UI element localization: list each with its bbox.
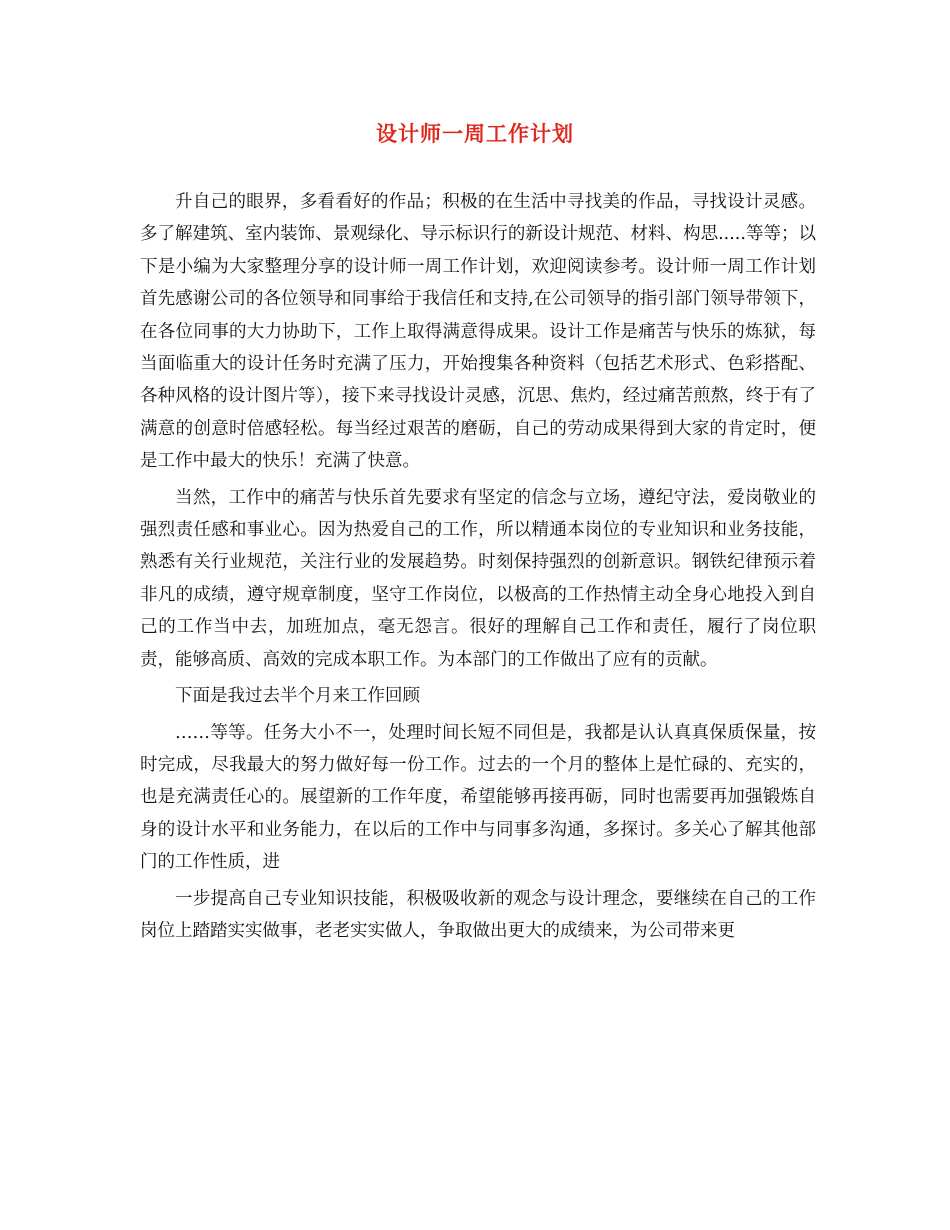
paragraph-outlook: 一步提高自己专业知识技能，积极吸收新的观念与设计理念，要继续在自己的工作岗位上踏踏实实做事，老老实实做人，争取做出更大的成绩来，为公司带来更 bbox=[140, 888, 816, 941]
document-title: 设计师一周工作计划 bbox=[376, 121, 574, 146]
paragraph-review-heading: 下面是我过去半个月来工作回顾 bbox=[175, 686, 420, 707]
paragraph-responsibility: 当然，工作中的痛苦与快乐首先要求有坚定的信念与立场，遵纪守法，爱岗敬业的强烈责任感和事业心。因为热爱自己的工作，所以精通本岗位的专业知识和业务技能，熟悉有关行业规范，关注行业的发展趋势。时刻保持强烈的创新意识。钢铁纪律预示着非凡的成绩，遵守规章制度，坚守工作岗位，以极高的工作热情主动全身心地投入到自己的工作当中去，加班加点，毫无怨言。很好的理解自己工作和责任，履行了岗位职责，能够高质、高效的完成本职工作。为本部门的工作做出了应有的贡献。 bbox=[140, 487, 816, 670]
paragraph-intro: 升自己的眼界，多看看好的作品；积极的在生活中寻找美的作品，寻找设计灵感。多了解建筑、室内装饰、景观绿化、导示标识行的新设计规范、材料、构思.....等等；以下是小编为大家整理分享的设计师一周工作计划，欢迎阅读参考。设计师一周工作计划 首先感谢公司的各位领导和同事给于我信任和支持,在公司领导的指引部门领导带领下，在各位同事的大力协助下，工作上取得满意得成果。设计工作是痛苦与快乐的炼狱，每当面临重大的设计任务时充满了压力，开始搜集各种资料（包括艺术形式、色彩搭配、各种风格的设计图片等），接下来寻找设计灵感，沉思、焦灼，经过痛苦煎熬，终于有了满意的创意时倍感轻松。每当经过艰苦的磨砺，自己的劳动成果得到大家的肯定时，便是工作中最大的快乐！充满了快意。 bbox=[140, 192, 851, 472]
paragraph-review: ……等等。任务大小不一，处理时间长短不同但是，我都是认认真真保质保量，按时完成，尽我最大的努力做好每一份工作。过去的一个月的整体上是忙碌的、充实的，也是充满责任心的。展望新的工作年度，希望能够再接再砺，同时也需要再加强锻炼自身的设计水平和业务能力，在以后的工作中与同事多沟通，多探讨。多关心了解其他部门的工作性质，进 bbox=[140, 722, 816, 873]
document-body bbox=[140, 186, 851, 947]
